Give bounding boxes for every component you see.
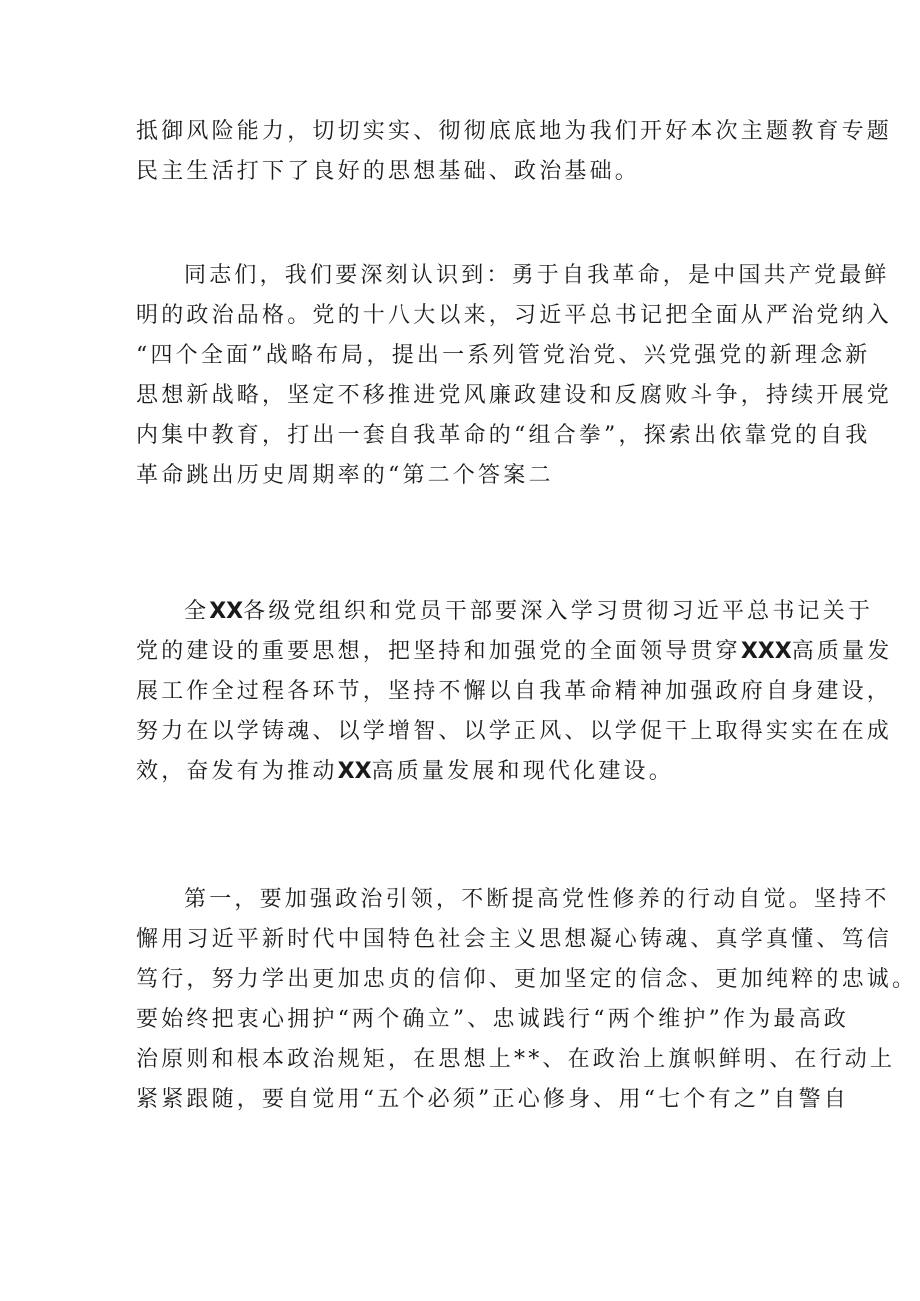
placeholder-text: XX bbox=[209, 599, 244, 624]
paragraph-line: 效，奋发有为推动XX高质量发展和现代化建设。 bbox=[136, 759, 674, 784]
paragraph-line: 内集中教育，打出一套自我革命的“组合拳”，探索出依靠党的自我 bbox=[136, 423, 871, 448]
paragraph-line: 思想新战略，坚定不移推进党风廉政建设和反腐败斗争，持续开展党 bbox=[136, 383, 893, 408]
placeholder-text: XXX bbox=[740, 639, 792, 664]
paragraph-4 bbox=[136, 880, 918, 1120]
paragraph-line: 努力在以学铸魂、以学增智、以学正风、以学促干上取得实实在在成 bbox=[136, 719, 893, 744]
paragraph-line: 革命跳出历史周期率的“第二个答案二 bbox=[136, 463, 554, 488]
paragraph-line: 展工作全过程各环节，坚持不懈以自我革命精神加强政府自身建设， bbox=[136, 679, 893, 704]
paragraph-line: 民主生活打下了良好的思想基础、政治基础。 bbox=[136, 159, 641, 184]
paragraph-3 bbox=[136, 592, 893, 792]
paragraph-line: 同志们，我们要深刻认识到：勇于自我革命，是中国共产党最鲜 bbox=[184, 263, 890, 288]
paragraph-2 bbox=[136, 256, 893, 496]
paragraph-line: 紧紧跟随，要自觉用“五个必须”正心修身、用“七个有之”自警自 bbox=[136, 1087, 849, 1112]
paragraph-1 bbox=[136, 112, 893, 192]
paragraph-line: 笃行，努力学出更加忠贞的信仰、更加坚定的信念、更加纯粹的忠诚。 bbox=[136, 967, 918, 992]
paragraph-line: 第一，要加强政治引领，不断提高党性修养的行动自觉。坚持不 bbox=[184, 887, 890, 912]
paragraph-line: 懈用习近平新时代中国特色社会主义思想凝心铸魂、真学真懂、笃信 bbox=[136, 927, 893, 952]
paragraph-line: 党的建设的重要思想，把坚持和加强党的全面领导贯穿XXX高质量发 bbox=[136, 639, 893, 664]
paragraph-line: 要始终把衷心拥护“两个确立”、忠诚践行“两个维护”作为最高政 bbox=[136, 1007, 849, 1032]
paragraph-line: 抵御风险能力，切切实实、彻彻底底地为我们开好本次主题教育专题 bbox=[136, 119, 893, 144]
paragraph-line: 治原则和根本政治规矩，在思想上**、在政治上旗帜鲜明、在行动上 bbox=[136, 1047, 896, 1072]
paragraph-line: “四个全面”战略布局，提出一系列管党治党、兴党强党的新理念新 bbox=[136, 343, 871, 368]
paragraph-line: 明的政治品格。党的十八大以来，习近平总书记把全面从严治党纳入 bbox=[136, 303, 893, 328]
placeholder-text: XX bbox=[337, 759, 372, 784]
paragraph-line: 全XX各级党组织和党员干部要深入学习贯彻习近平总书记关于 bbox=[184, 599, 874, 624]
